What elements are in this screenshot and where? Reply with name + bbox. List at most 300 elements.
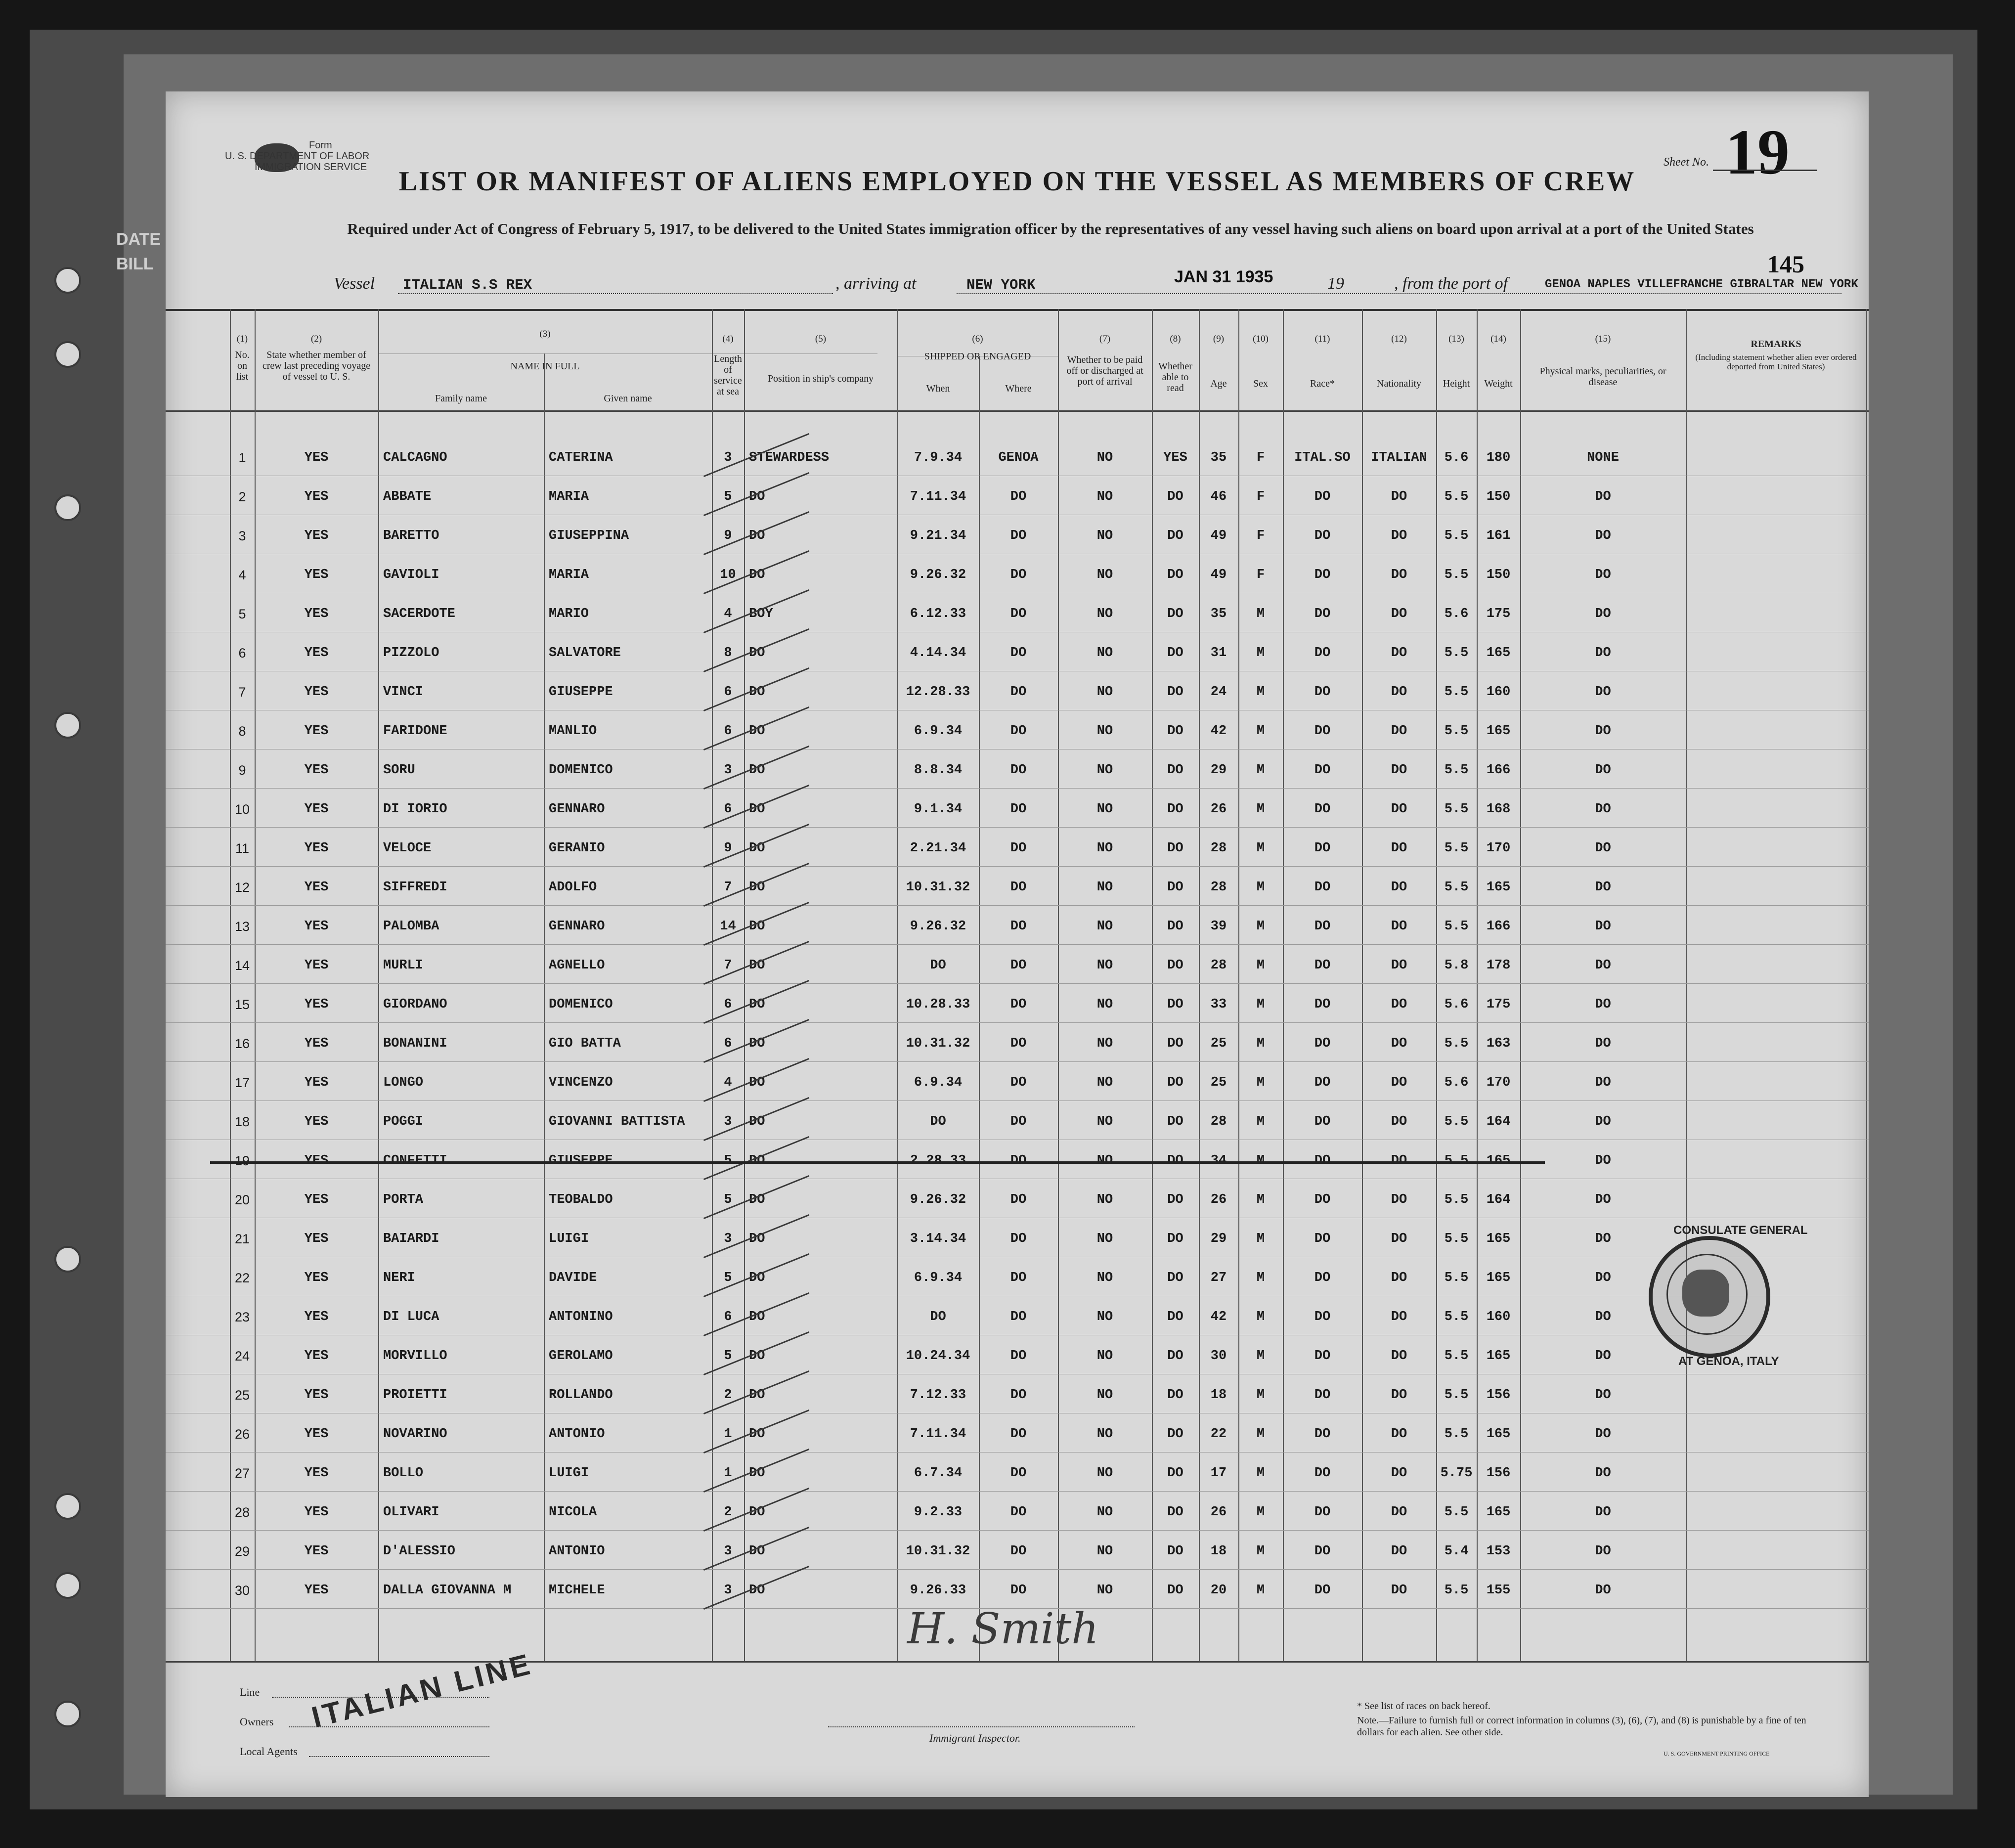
table-row	[166, 1494, 1869, 1533]
height-cell: 5.5	[1444, 685, 1469, 700]
family-name-cell: BAIARDI	[383, 1232, 439, 1246]
able-to-read-cell: DO	[1167, 880, 1183, 895]
age-cell: 46	[1210, 489, 1227, 504]
row-number-cell: 13	[234, 919, 250, 934]
arriving-label: , arriving at	[835, 274, 917, 293]
prev-voyage-cell: YES	[304, 1427, 329, 1442]
row-number-cell: 4	[238, 568, 246, 582]
race-cell: DO	[1314, 1466, 1331, 1481]
height-cell: 5.5	[1444, 1349, 1469, 1364]
paid-off-cell: NO	[1096, 1075, 1113, 1090]
manifest-sheet	[166, 91, 1869, 1797]
shipped-when-cell: 6.9.34	[914, 1075, 963, 1090]
age-cell: 18	[1210, 1388, 1227, 1403]
race-cell: DO	[1314, 958, 1331, 973]
height-cell: 5.5	[1444, 1427, 1469, 1442]
shipped-where-cell: DO	[1010, 997, 1027, 1012]
sex-cell: M	[1256, 1427, 1265, 1442]
col-header-where: Where	[1005, 383, 1032, 394]
service-years-cell: 14	[720, 919, 736, 934]
table-row	[166, 1455, 1869, 1494]
given-name-cell: SALVATORE	[549, 646, 621, 660]
form-label: Form	[309, 140, 332, 151]
physical-marks-cell: DO	[1595, 802, 1611, 817]
paid-off-cell: NO	[1096, 685, 1113, 700]
height-cell: 5.5	[1444, 1388, 1469, 1403]
nationality-cell: DO	[1391, 1505, 1407, 1520]
prev-voyage-cell: YES	[304, 958, 329, 973]
sex-cell: M	[1256, 997, 1265, 1012]
italian-line-stamp: ITALIAN LINE	[308, 1647, 536, 1734]
age-cell: 26	[1210, 802, 1227, 817]
sheet-extra-number: 145	[1767, 250, 1804, 278]
table-row	[166, 518, 1869, 557]
sex-cell: M	[1256, 1310, 1265, 1324]
shipped-where-cell: DO	[1010, 1505, 1027, 1520]
shipped-where-cell: DO	[1010, 528, 1027, 543]
row-number-cell: 24	[234, 1349, 250, 1364]
shipped-when-cell: 10.28.33	[906, 997, 970, 1012]
given-name-cell: GIUSEPPE	[549, 685, 613, 700]
height-cell: 5.5	[1444, 1192, 1469, 1207]
nationality-cell: DO	[1391, 1036, 1407, 1051]
position-cell: DO	[749, 1114, 765, 1129]
binder-hole	[54, 1701, 81, 1727]
family-name-cell: SIFFREDI	[383, 880, 447, 895]
height-cell: 5.6	[1444, 450, 1469, 465]
sex-cell: M	[1256, 841, 1265, 856]
able-to-read-cell: DO	[1167, 841, 1183, 856]
position-cell: DO	[749, 1505, 765, 1520]
age-cell: 29	[1210, 763, 1227, 778]
row-rule	[166, 983, 1869, 984]
table-row	[166, 440, 1869, 479]
table-row	[166, 1103, 1869, 1143]
race-cell: DO	[1314, 1427, 1331, 1442]
nationality-cell: DO	[1391, 919, 1407, 934]
page-subtitle: Required under Act of Congress of February 5, 1917, to be delivered to the United States immigration officer by the representatives of any vessel having such aliens on board upon arrival at a port of the United States	[347, 220, 1754, 237]
given-name-cell: VINCENZO	[549, 1075, 613, 1090]
sex-cell: F	[1256, 528, 1265, 543]
table-row	[166, 1533, 1869, 1572]
arrival-port: NEW YORK	[966, 277, 1036, 293]
service-years-cell: 7	[724, 958, 732, 973]
physical-marks-cell: DO	[1595, 1192, 1611, 1207]
col-num-15: (15)	[1595, 334, 1611, 344]
height-cell: 5.5	[1444, 1505, 1469, 1520]
race-cell: DO	[1314, 607, 1331, 621]
table-row	[166, 674, 1869, 713]
position-cell: DO	[749, 724, 765, 739]
prev-voyage-cell: YES	[304, 1583, 329, 1598]
row-number-cell: 30	[234, 1583, 250, 1598]
able-to-read-cell: DO	[1167, 528, 1183, 543]
shipped-where-cell: DO	[1010, 1271, 1027, 1285]
sex-cell: M	[1256, 724, 1265, 739]
eagle-icon	[1682, 1270, 1729, 1317]
height-cell: 5.4	[1444, 1544, 1469, 1559]
age-cell: 28	[1210, 880, 1227, 895]
col-num-13: (13)	[1448, 334, 1464, 344]
race-cell: DO	[1314, 1271, 1331, 1285]
table-row	[166, 869, 1869, 908]
given-name-cell: ANTONINO	[549, 1310, 613, 1324]
service-years-cell: 5	[724, 1349, 732, 1364]
prev-voyage-cell: YES	[304, 1271, 329, 1285]
sex-cell: M	[1256, 1192, 1265, 1207]
row-number-cell: 22	[234, 1271, 250, 1285]
row-number-cell: 25	[234, 1388, 250, 1403]
footer-line-label: Line	[240, 1686, 260, 1698]
row-number-cell: 9	[238, 763, 246, 778]
given-name-cell: GIUSEPPE	[549, 1153, 613, 1168]
consulate-text-bottom: AT GENOA, ITALY	[1678, 1355, 1779, 1368]
row-rule	[166, 1491, 1869, 1492]
weight-cell: 165	[1486, 724, 1511, 739]
prev-voyage-cell: YES	[304, 997, 329, 1012]
weight-cell: 180	[1486, 450, 1511, 465]
weight-cell: 165	[1486, 1505, 1511, 1520]
given-name-cell: GIO BATTA	[549, 1036, 621, 1051]
family-name-cell: VINCI	[383, 685, 424, 700]
nationality-cell: DO	[1391, 528, 1407, 543]
prev-voyage-cell: YES	[304, 1466, 329, 1481]
binder-hole	[54, 494, 81, 521]
age-cell: 26	[1210, 1192, 1227, 1207]
height-cell: 5.5	[1444, 880, 1469, 895]
nationality-cell: DO	[1391, 880, 1407, 895]
paid-off-cell: NO	[1096, 1466, 1113, 1481]
service-years-cell: 6	[724, 724, 732, 739]
physical-marks-cell: DO	[1595, 763, 1611, 778]
weight-cell: 161	[1486, 528, 1511, 543]
given-name-cell: GIOVANNI BATTISTA	[549, 1114, 685, 1129]
height-cell: 5.8	[1444, 958, 1469, 973]
physical-marks-cell: DO	[1595, 1075, 1611, 1090]
shipped-when-cell: 6.9.34	[914, 724, 963, 739]
prev-voyage-cell: YES	[304, 1153, 329, 1168]
sex-cell: M	[1256, 646, 1265, 660]
weight-cell: 153	[1486, 1544, 1511, 1559]
given-name-cell: GENNARO	[549, 802, 605, 817]
physical-marks-cell: DO	[1595, 1310, 1611, 1324]
age-cell: 30	[1210, 1349, 1227, 1364]
weight-cell: 175	[1486, 607, 1511, 621]
table-row	[166, 1221, 1869, 1260]
height-cell: 5.6	[1444, 607, 1469, 621]
age-cell: 26	[1210, 1505, 1227, 1520]
paid-off-cell: NO	[1096, 1427, 1113, 1442]
nationality-cell: DO	[1391, 1192, 1407, 1207]
service-years-cell: 9	[724, 528, 732, 543]
height-cell: 5.5	[1444, 1232, 1469, 1246]
table-row	[166, 1025, 1869, 1064]
sex-cell: M	[1256, 1505, 1265, 1520]
paid-off-cell: NO	[1096, 1544, 1113, 1559]
age-cell: 34	[1210, 1153, 1227, 1168]
height-cell: 5.75	[1440, 1466, 1473, 1481]
family-name-cell: DI LUCA	[383, 1310, 439, 1324]
nationality-cell: DO	[1391, 1583, 1407, 1598]
shipped-where-cell: DO	[1010, 802, 1027, 817]
weight-cell: 166	[1486, 763, 1511, 778]
able-to-read-cell: DO	[1167, 1114, 1183, 1129]
weight-cell: 175	[1486, 997, 1511, 1012]
year-label: 19	[1327, 274, 1344, 293]
weight-cell: 178	[1486, 958, 1511, 973]
table-row	[166, 947, 1869, 986]
position-cell: DO	[749, 1349, 765, 1364]
height-cell: 5.5	[1444, 1271, 1469, 1285]
age-cell: 20	[1210, 1583, 1227, 1598]
physical-marks-cell: DO	[1595, 1427, 1611, 1442]
physical-marks-cell: DO	[1595, 1583, 1611, 1598]
shipped-where-cell: DO	[1010, 1153, 1027, 1168]
able-to-read-cell: DO	[1167, 1075, 1183, 1090]
able-to-read-cell: DO	[1167, 1427, 1183, 1442]
row-number-cell: 7	[238, 685, 246, 700]
weight-cell: 170	[1486, 841, 1511, 856]
given-name-cell: ANTONIO	[549, 1544, 605, 1559]
able-to-read-cell: YES	[1163, 450, 1187, 465]
position-cell: DO	[749, 841, 765, 856]
name-subheader-rule	[378, 353, 877, 354]
nationality-cell: DO	[1391, 841, 1407, 856]
able-to-read-cell: DO	[1167, 958, 1183, 973]
family-name-cell: VELOCE	[383, 841, 432, 856]
weight-cell: 156	[1486, 1466, 1511, 1481]
col-num-4: (4)	[722, 334, 734, 344]
position-cell: DO	[749, 1232, 765, 1246]
position-cell: DO	[749, 685, 765, 700]
side-tag-date: DATE	[116, 230, 161, 249]
footer-note-races: * See list of races on back hereof.	[1357, 1701, 1490, 1712]
nationality-cell: DO	[1391, 1232, 1407, 1246]
given-name-cell: MANLIO	[549, 724, 597, 739]
footer-owners-label: Owners	[240, 1716, 274, 1728]
position-cell: DO	[749, 958, 765, 973]
weight-cell: 155	[1486, 1583, 1511, 1598]
able-to-read-cell: DO	[1167, 646, 1183, 660]
family-name-cell: POGGI	[383, 1114, 424, 1129]
paid-off-cell: NO	[1096, 568, 1113, 582]
able-to-read-cell: DO	[1167, 1349, 1183, 1364]
row-number-cell: 20	[234, 1192, 250, 1207]
paid-off-cell: NO	[1096, 997, 1113, 1012]
age-cell: 42	[1210, 724, 1227, 739]
prev-voyage-cell: YES	[304, 1192, 329, 1207]
race-cell: DO	[1314, 1505, 1331, 1520]
physical-marks-cell: DO	[1595, 568, 1611, 582]
paid-off-cell: NO	[1096, 1036, 1113, 1051]
shipped-when-cell: 10.31.32	[906, 1036, 970, 1051]
able-to-read-cell: DO	[1167, 568, 1183, 582]
prev-voyage-cell: YES	[304, 880, 329, 895]
height-cell: 5.5	[1444, 919, 1469, 934]
age-cell: 49	[1210, 528, 1227, 543]
paid-off-cell: NO	[1096, 1388, 1113, 1403]
position-cell: DO	[749, 1192, 765, 1207]
sex-cell: M	[1256, 1232, 1265, 1246]
position-cell: DO	[749, 880, 765, 895]
shipped-when-cell: 2.21.34	[910, 841, 966, 856]
service-years-cell: 4	[724, 1075, 732, 1090]
strike-through-line	[210, 1161, 1545, 1164]
col-header-family-name: Family name	[435, 393, 487, 404]
age-cell: 17	[1210, 1466, 1227, 1481]
age-cell: 35	[1210, 607, 1227, 621]
physical-marks-cell: DO	[1595, 1114, 1611, 1129]
sex-cell: M	[1256, 1114, 1265, 1129]
shipped-where-cell: DO	[1010, 1192, 1027, 1207]
col-header-position: Position in ship's company	[767, 373, 874, 384]
row-rule	[166, 944, 1869, 945]
shipped-when-cell: 2.28.33	[910, 1153, 966, 1168]
shipped-when-cell: 9.26.32	[910, 1192, 966, 1207]
sex-cell: F	[1256, 568, 1265, 582]
weight-cell: 168	[1486, 802, 1511, 817]
shipped-when-cell: 9.2.33	[914, 1505, 963, 1520]
binder-hole	[54, 712, 81, 739]
service-years-cell: 6	[724, 802, 732, 817]
sex-cell: F	[1256, 450, 1265, 465]
given-name-cell: GEROLAMO	[549, 1349, 613, 1364]
binder-hole	[54, 341, 81, 368]
position-cell: DO	[749, 1310, 765, 1324]
shipped-when-cell: 9.21.34	[910, 528, 966, 543]
shipped-where-cell: DO	[1010, 1544, 1027, 1559]
family-name-cell: BONANINI	[383, 1036, 447, 1051]
able-to-read-cell: DO	[1167, 1153, 1183, 1168]
table-row	[166, 596, 1869, 635]
row-number-cell: 2	[238, 489, 246, 504]
race-cell: DO	[1314, 1544, 1331, 1559]
position-cell: DO	[749, 1583, 765, 1598]
prev-voyage-cell: YES	[304, 1388, 329, 1403]
shipped-where-cell: DO	[1010, 1232, 1027, 1246]
able-to-read-cell: DO	[1167, 763, 1183, 778]
position-cell: DO	[749, 1075, 765, 1090]
race-cell: DO	[1314, 568, 1331, 582]
table-row	[166, 1182, 1869, 1221]
paid-off-cell: NO	[1096, 1232, 1113, 1246]
able-to-read-cell: DO	[1167, 1583, 1183, 1598]
able-to-read-cell: DO	[1167, 919, 1183, 934]
race-cell: DO	[1314, 1388, 1331, 1403]
prev-voyage-cell: YES	[304, 568, 329, 582]
table-row	[166, 986, 1869, 1025]
col-header-name: NAME IN FULL	[510, 361, 580, 372]
department-label: U. S. DEPARTMENT OF LABOR	[225, 151, 370, 162]
sex-cell: M	[1256, 1075, 1265, 1090]
from-label: , from the port of	[1394, 274, 1508, 293]
service-years-cell: 9	[724, 841, 732, 856]
shipped-when-cell: DO	[930, 1114, 946, 1129]
shipped-where-cell: DO	[1010, 646, 1027, 660]
paid-off-cell: NO	[1096, 528, 1113, 543]
family-name-cell: CONFETTI	[383, 1153, 447, 1168]
shipped-where-cell: DO	[1010, 489, 1027, 504]
col-num-6: (6)	[972, 334, 983, 344]
table-row	[166, 830, 1869, 869]
physical-marks-cell: DO	[1595, 489, 1611, 504]
service-years-cell: 8	[724, 646, 732, 660]
age-cell: 28	[1210, 841, 1227, 856]
race-cell: DO	[1314, 1153, 1331, 1168]
row-number-cell: 5	[238, 607, 246, 621]
prev-voyage-cell: YES	[304, 685, 329, 700]
given-name-cell: DOMENICO	[549, 763, 613, 778]
position-cell: DO	[749, 646, 765, 660]
service-years-cell: 2	[724, 1505, 732, 1520]
nationality-cell: DO	[1391, 1427, 1407, 1442]
weight-cell: 165	[1486, 1349, 1511, 1364]
race-cell: DO	[1314, 1075, 1331, 1090]
physical-marks-cell: DO	[1595, 880, 1611, 895]
service-years-cell: 3	[724, 1583, 732, 1598]
col-header-service: Length of service at sea	[714, 353, 742, 397]
weight-cell: 166	[1486, 919, 1511, 934]
service-years-cell: 3	[724, 450, 732, 465]
service-years-cell: 5	[724, 489, 732, 504]
table-row	[166, 752, 1869, 791]
physical-marks-cell: NONE	[1587, 450, 1619, 465]
nationality-cell: DO	[1391, 1310, 1407, 1324]
able-to-read-cell: DO	[1167, 607, 1183, 621]
nationality-cell: DO	[1391, 958, 1407, 973]
table-row	[166, 791, 1869, 830]
nationality-cell: DO	[1391, 724, 1407, 739]
prev-voyage-cell: YES	[304, 489, 329, 504]
shipped-when-cell: 9.26.33	[910, 1583, 966, 1598]
shipped-where-cell: DO	[1010, 568, 1027, 582]
nationality-cell: DO	[1391, 1114, 1407, 1129]
family-name-cell: PROIETTI	[383, 1388, 447, 1403]
race-cell: DO	[1314, 646, 1331, 660]
row-number-cell: 29	[234, 1544, 250, 1559]
shipped-when-cell: 6.9.34	[914, 1271, 963, 1285]
prev-voyage-cell: YES	[304, 841, 329, 856]
position-cell: DO	[749, 489, 765, 504]
weight-cell: 165	[1486, 880, 1511, 895]
able-to-read-cell: DO	[1167, 997, 1183, 1012]
able-to-read-cell: DO	[1167, 1544, 1183, 1559]
age-cell: 24	[1210, 685, 1227, 700]
sex-cell: F	[1256, 489, 1265, 504]
nationality-cell: DO	[1391, 1075, 1407, 1090]
given-name-cell: NICOLA	[549, 1505, 597, 1520]
nationality-cell: DO	[1391, 1388, 1407, 1403]
row-rule	[166, 827, 1869, 828]
shipped-where-cell: DO	[1010, 1427, 1027, 1442]
position-cell: DO	[749, 1271, 765, 1285]
age-cell: 39	[1210, 919, 1227, 934]
family-name-cell: SACERDOTE	[383, 607, 455, 621]
race-cell: DO	[1314, 1583, 1331, 1598]
nationality-cell: DO	[1391, 763, 1407, 778]
row-number-cell: 21	[234, 1232, 250, 1246]
given-name-cell: GERANIO	[549, 841, 605, 856]
given-name-cell: ROLLANDO	[549, 1388, 613, 1403]
inspector-rule	[828, 1726, 1135, 1727]
weight-cell: 164	[1486, 1114, 1511, 1129]
row-rule	[166, 1022, 1869, 1023]
shipped-where-cell: DO	[1010, 1036, 1027, 1051]
family-name-cell: MORVILLO	[383, 1349, 447, 1364]
row-number-cell: 6	[238, 646, 246, 660]
service-years-cell: 5	[724, 1153, 732, 1168]
position-cell: DO	[749, 528, 765, 543]
